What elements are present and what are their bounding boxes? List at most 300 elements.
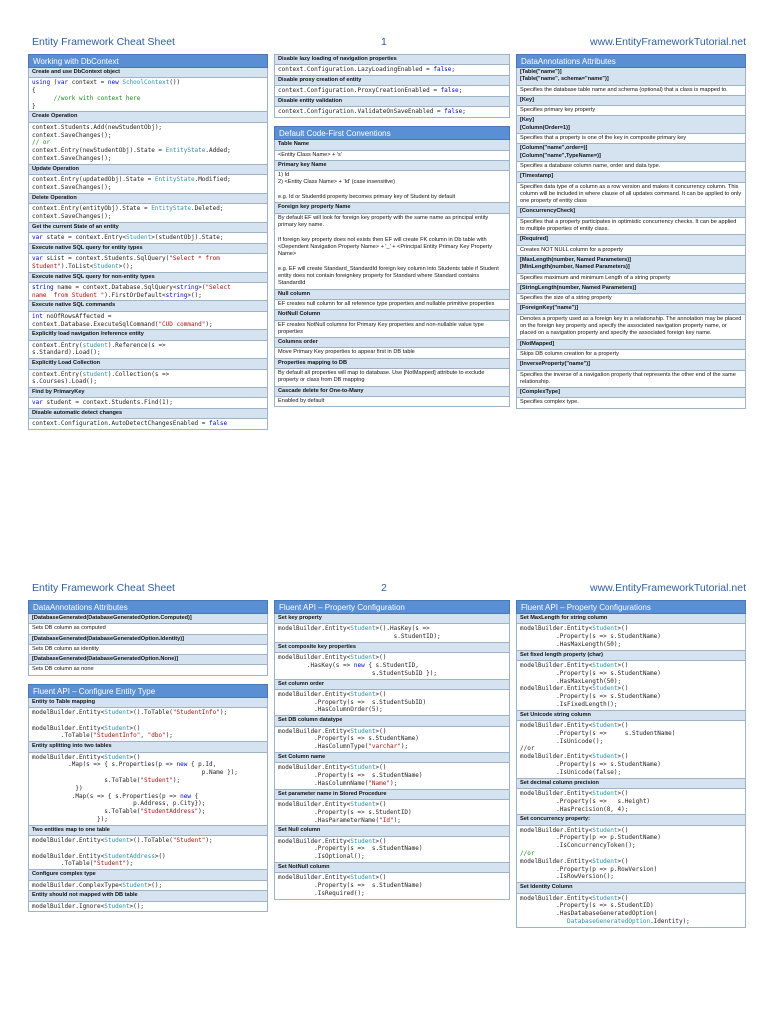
code-token: context.Configuration.ProxyCreationEnabled = — [278, 87, 441, 95]
code-token: .Property(s => s.StudentName) — [520, 669, 661, 677]
code-block — [29, 752, 267, 825]
code-token: var — [57, 79, 69, 87]
row-description: By default all properties will map to database. Use [NotMapped] attribute to exclude property or class from DB mapping — [275, 368, 509, 386]
row-description: Specifies maximum and minimum Length of a string property — [517, 273, 745, 283]
row-heading: [Key] [Column(Order=1)] — [517, 115, 745, 133]
code-token: .Property(s => s.StudentID) — [520, 902, 654, 910]
code-block — [29, 901, 267, 912]
code-token: .HasColumnName( — [278, 779, 369, 787]
code-token: ; — [458, 87, 463, 95]
code-token: Student — [104, 724, 130, 732]
code-token: >(); — [118, 262, 134, 270]
row-heading: Find by PrimaryKey — [29, 387, 267, 397]
code-token: .Property(s => s.Height) — [520, 797, 651, 805]
row-heading: Execute native SQL query for entity types — [29, 243, 267, 253]
code-block — [29, 174, 267, 193]
row-heading: [Table("name")] [Table("name", schema="name")] — [517, 68, 745, 85]
code-token: modelBuilder.Entity< — [520, 857, 593, 865]
code-token: >() — [375, 800, 387, 808]
row-description: Sets DB column as computed — [29, 623, 267, 633]
code-token: context.Entry(updatedObj).State = — [32, 176, 155, 184]
code-block — [275, 762, 509, 788]
code-token: { — [32, 87, 36, 95]
code-token: >().ToTable( — [129, 709, 173, 717]
code-token: context.SaveChanges(); — [32, 154, 112, 162]
row-heading: [Required] — [517, 234, 745, 244]
code-token: ); — [205, 837, 213, 845]
code-token: .Deleted; — [190, 204, 224, 212]
code-token: Student — [350, 625, 376, 633]
row-heading: Create Operation — [29, 111, 267, 121]
code-token: context.Entry(newStudentObj).State = — [32, 147, 166, 155]
code-token: Student — [592, 894, 618, 902]
code-token: s.StudentSubID }); — [278, 669, 437, 677]
code-block — [29, 340, 267, 359]
row-heading: Entity should not mapped with DB table — [29, 890, 267, 900]
page-2 — [0, 582, 768, 1024]
code-token: modelBuilder.Entity< — [520, 826, 593, 834]
code-token: "dbo" — [147, 732, 166, 740]
code-token: ); — [165, 732, 173, 740]
page-header — [32, 36, 746, 50]
code-token: new — [353, 661, 365, 669]
row-heading: Set concurrency property: — [517, 814, 745, 824]
code-token: new — [180, 792, 191, 800]
row-description: Specifies the database table name and schema (optional) that a class is mapped to. — [517, 85, 745, 95]
code-token: Student — [104, 837, 130, 845]
row-heading: [DatabaseGenerated(DatabaseGeneratedOption.None)] — [29, 654, 267, 664]
code-token: modelBuilder.Entity< — [520, 789, 593, 797]
code-token: "Select * from — [169, 254, 220, 262]
row-heading: Set Column name — [275, 752, 509, 762]
code-token: context = — [68, 79, 108, 87]
code-token: Student — [350, 690, 376, 698]
code-block — [275, 726, 509, 752]
code-token: ); — [393, 816, 401, 824]
code-token: >().HasKey(s => — [375, 625, 430, 633]
row-heading: Get the current State of an entity — [29, 222, 267, 232]
code-token: Student — [592, 857, 618, 865]
code-token: "CUD command" — [158, 320, 206, 328]
code-token: context.Students.Add(newStudentObj); — [32, 123, 163, 131]
page-number: 2 — [381, 582, 387, 594]
code-token: .ToTable( — [32, 732, 94, 740]
code-token: Student — [93, 262, 119, 270]
code-token: EntityState — [154, 176, 195, 184]
row-heading: [Timestamp] — [517, 171, 745, 181]
code-token: >() — [375, 654, 387, 662]
code-block — [275, 85, 509, 96]
code-token: >(); — [129, 902, 144, 910]
code-token: >() — [617, 661, 629, 669]
code-token: context.Entry( — [32, 341, 83, 349]
code-token: .Property(s => s.StudentName) — [520, 761, 661, 769]
code-token: context.Entry( — [32, 370, 83, 378]
conventions-section — [274, 140, 510, 407]
column-property-configs — [516, 600, 746, 928]
row-heading: Set DB column datatype — [275, 715, 509, 725]
code-block — [275, 106, 509, 117]
code-token: >() — [617, 685, 629, 693]
code-block — [517, 893, 745, 927]
code-token: modelBuilder.Entity< — [278, 625, 351, 633]
code-token: modelBuilder.Entity< — [520, 685, 593, 693]
row-heading: [DatabaseGenerated(DatabaseGeneratedOption.Identity)] — [29, 634, 267, 644]
row-heading: Set Unicode string column — [517, 710, 745, 720]
code-token: ); — [219, 709, 228, 717]
code-token: , — [140, 732, 148, 740]
row-description: <Entity Class Name> + 's' — [275, 150, 509, 160]
code-token: Student — [592, 826, 618, 834]
section-title: Fluent API – Property Configuration — [274, 600, 510, 614]
code-block — [29, 77, 267, 111]
code-token: Student — [592, 789, 618, 797]
code-token: ); — [205, 320, 213, 328]
code-token: ); — [198, 808, 206, 816]
code-token: Student" — [32, 262, 61, 270]
code-block — [29, 282, 267, 301]
code-token: Student — [350, 800, 376, 808]
code-token: .Property(s => s.StudentName) — [520, 729, 676, 737]
code-token: .Property(s => s.StudentName) — [278, 735, 419, 743]
code-token: modelBuilder.Entity< — [520, 625, 593, 633]
code-token: string — [32, 283, 54, 291]
row-description: EF creates NotNull columns for Primary Key properties and non-nullable value type properties — [275, 320, 509, 338]
code-token: .IsOptional(); — [278, 853, 365, 861]
column-annotations-entity — [28, 600, 268, 912]
code-token: .Property(s => s.StudentName) — [520, 693, 661, 701]
row-heading: Two entities map to one table — [29, 825, 267, 835]
row-heading: Cascade delete for One-to-Many — [275, 386, 509, 396]
code-token: >() — [617, 826, 629, 834]
code-token: .Property(s => s.StudentSubID) — [278, 698, 427, 706]
row-heading: Create and use DbContext object — [29, 68, 267, 77]
row-heading: Disable lazy loading of navigation properties — [275, 55, 509, 64]
code-block — [29, 122, 267, 164]
code-token: Student — [350, 764, 376, 772]
code-token: ).Collection(s => — [107, 370, 170, 378]
row-heading: Set Null column — [275, 825, 509, 835]
code-token: string — [176, 283, 199, 291]
code-token: .HasMaxLength(50); — [520, 640, 622, 648]
code-block — [29, 835, 267, 869]
code-block — [29, 311, 267, 330]
code-token: >() — [617, 789, 629, 797]
code-token: string — [165, 291, 188, 299]
row-description: Specifies the size of a string property — [517, 293, 745, 303]
code-token: { s.StudentID, — [364, 661, 419, 669]
page-header — [32, 582, 746, 596]
code-token: false — [433, 66, 452, 74]
column-dbcontext — [28, 54, 268, 430]
code-token: >() — [617, 753, 629, 761]
code-token: .IsUnicode(false); — [520, 768, 622, 776]
code-token: new — [176, 761, 188, 769]
row-heading: Foreign key property Name — [275, 202, 509, 212]
code-token: .Property(p => p.StudentName) — [520, 834, 661, 842]
row-description: Specifies primary key property — [517, 105, 745, 115]
code-token: >() — [129, 753, 141, 761]
code-token: >() — [617, 722, 629, 730]
section-title: Fluent API – Configure Entity Type — [28, 684, 268, 698]
code-token: .HasDatabaseGeneratedOption( — [520, 910, 658, 918]
code-token: { p.Id, — [187, 761, 217, 769]
code-token: p.Name }); — [32, 769, 238, 777]
row-heading: Disable automatic detect changes — [29, 408, 267, 418]
code-token: modelBuilder.ComplexType< — [32, 881, 123, 889]
code-token — [520, 918, 567, 925]
code-token: >() — [375, 874, 387, 882]
code-token: "Id" — [379, 816, 394, 824]
code-token: modelBuilder.Entity< — [32, 753, 105, 761]
code-token: context.Configuration.LazyLoadingEnabled = — [278, 66, 434, 74]
row-description: Sets DB column as none — [29, 664, 267, 674]
code-token: }); — [32, 815, 108, 823]
code-token: context.Entry(entityObj).State = — [32, 204, 152, 212]
code-token: Student — [104, 753, 130, 761]
code-token: false — [444, 108, 463, 116]
code-token: SchoolContext — [118, 79, 170, 87]
section-title: Working with DbContext — [28, 54, 268, 68]
code-token: Student — [350, 837, 376, 845]
code-token: "Student" — [172, 837, 206, 845]
code-token: EntityState — [165, 147, 206, 155]
column-property-config — [274, 600, 510, 900]
code-token: >() — [154, 852, 166, 860]
code-token: false — [209, 420, 228, 428]
code-token: modelBuilder.Entity< — [278, 690, 351, 698]
row-description: 1) Id 2) <Entity Class Name> + 'Id' (case insensitive) e.g. Id or StudentId property becomes primary key of Student by default — [275, 170, 509, 202]
code-block — [275, 652, 509, 678]
code-token: var — [32, 254, 43, 262]
row-heading: Columns order — [275, 337, 509, 347]
row-description: Specifies that a property participates in optimistic concurrency checks. It can be applied to multiple properties of entity class. — [517, 217, 745, 235]
code-token: "Name" — [368, 779, 390, 787]
row-description: Move Primary Key properties to appear first in DB table — [275, 347, 509, 357]
row-heading: Set column order — [275, 679, 509, 689]
code-token: Student — [122, 881, 148, 889]
code-block — [275, 836, 509, 862]
row-heading: [Column("name",order=)] [Column("name",TypeName=)] — [517, 143, 745, 161]
section-title: DataAnnotations Attributes — [28, 600, 268, 614]
code-block — [275, 689, 509, 715]
code-token: DatabaseGeneratedOption — [566, 917, 651, 925]
code-token: "varchar" — [368, 743, 401, 751]
code-block — [517, 788, 745, 814]
code-token: .Map(s => { s.Properties(p => — [32, 761, 177, 769]
header-url[interactable]: www.EntityFrameworkTutorial.net — [590, 582, 746, 594]
code-token: modelBuilder.Entity< — [32, 724, 105, 732]
row-heading: Entity splitting into two tables — [29, 741, 267, 751]
code-token: >(studentObj).State; — [151, 233, 224, 241]
row-heading: Set Identity Column — [517, 882, 745, 892]
code-token: Student — [125, 233, 152, 241]
code-token: .HasParameterName( — [278, 816, 380, 824]
code-block — [29, 369, 267, 388]
code-token: ).Reference(s => — [107, 341, 166, 349]
code-block — [275, 799, 509, 825]
code-token: ).ToList< — [60, 262, 94, 270]
code-block — [29, 707, 267, 741]
code-token: >(); — [187, 291, 202, 299]
code-token: "StudentInfo" — [93, 732, 141, 740]
code-block — [517, 660, 745, 710]
code-token: "StudentInfo" — [172, 709, 220, 717]
code-token: context.Configuration.ValidateOnSaveEnabled = — [278, 108, 445, 116]
code-token: p.Address, p.City}); — [32, 800, 206, 808]
code-token: s.ToTable( — [32, 808, 141, 816]
code-token: .Property(s => s.StudentID) — [278, 808, 412, 816]
row-heading: [NotMapped] — [517, 339, 745, 349]
code-token: "Select — [205, 283, 231, 291]
row-heading: Execute native SQL query for non-entity types — [29, 272, 267, 282]
code-token: .IsConcurrencyToken(); — [520, 842, 636, 850]
code-token: Student — [592, 753, 618, 761]
code-token: modelBuilder.Entity< — [278, 800, 351, 808]
row-description: Specifies the inverse of a navigation property that represents the other end of the same relationship. — [517, 370, 745, 388]
code-token: ); — [125, 860, 134, 868]
row-heading: Disable proxy creation of entity — [275, 75, 509, 85]
code-token: modelBuilder.Entity< — [278, 837, 351, 845]
row-description: Specifies that a property is one of the key in composite primary key — [517, 133, 745, 143]
row-heading: Set parameter name in Stored Procedure — [275, 789, 509, 799]
code-token: //work with context here — [32, 94, 141, 102]
code-token: >() — [375, 690, 387, 698]
section-title: DataAnnotations Attributes — [516, 54, 746, 68]
code-token: .Added; — [205, 147, 231, 155]
row-heading: [StringLength(number, Named Parameters)] — [517, 283, 745, 293]
code-token: s.StudentID); — [278, 633, 441, 641]
code-token: .ToTable( — [32, 860, 94, 868]
code-token: Student — [104, 709, 130, 717]
code-token: modelBuilder.Entity< — [32, 837, 105, 845]
code-block — [29, 880, 267, 891]
code-token: noOfRowsAffected = — [42, 312, 112, 320]
code-token: "Student" — [93, 860, 126, 868]
code-token: modelBuilder.Entity< — [278, 874, 351, 882]
code-token: modelBuilder.Entity< — [520, 661, 593, 669]
code-block — [517, 825, 745, 883]
row-heading: Set decimal column precision — [517, 778, 745, 788]
row-description: Specifies a database column name, order and data type. — [517, 161, 745, 171]
code-token: //or — [520, 850, 535, 858]
row-heading: [ConcurrencyCheck] — [517, 206, 745, 216]
code-token: ; — [451, 66, 456, 74]
code-token: .Map(s => { s.Properties(p => — [32, 792, 181, 800]
code-block — [29, 232, 267, 243]
code-token: s.Courses).Load(); — [32, 378, 98, 386]
code-token: Student — [350, 654, 376, 662]
row-heading: [ForeignKey("name")] — [517, 303, 745, 313]
row-description: By default EF will look for foreign key property with the same name as principal entity primary key name. If foreign key property does not exists then EF will create FK column in Db table with <Dependent Navigation Property Name> + '_' + <Principal Entity Primary Key Property Name> e.g. EF will create Standard_StandardId foreign key column into Students table if Student entity does not contain foreignkey property for Standard where Standard contains StandardId — [275, 213, 509, 289]
row-heading: [Key] — [517, 95, 745, 105]
row-heading: NotNull Column — [275, 309, 509, 319]
row-description: Creates NOT NULL column for a property — [517, 245, 745, 255]
row-description: Denotes a property used as a foreign key in a relationship. The annotation may be placed on the foreign key property and specify the associated navigation property name, or placed on a navigation property and specify the associated foreign key name. — [517, 314, 745, 339]
row-heading: Configure complex type — [29, 869, 267, 879]
code-token: ; — [462, 108, 466, 116]
code-token: modelBuilder.Entity< — [32, 852, 105, 860]
code-token: context.Database.ExecuteSqlCommand( — [32, 320, 159, 328]
section-title: Default Code-First Conventions — [274, 126, 510, 140]
row-heading: Set NotNull column — [275, 862, 509, 872]
code-token: ( — [50, 79, 58, 87]
code-token: .HasColumnOrder(5); — [278, 706, 383, 714]
page-number: 1 — [381, 36, 387, 48]
code-token: .HasKey(s => — [278, 661, 354, 669]
header-url[interactable]: www.EntityFrameworkTutorial.net — [590, 36, 746, 48]
code-token: >() — [375, 764, 387, 772]
code-token: modelBuilder.Entity< — [520, 894, 593, 902]
code-token: s.Standard).Load(); — [32, 349, 101, 357]
code-token: >() — [617, 857, 629, 865]
property-configs-section — [516, 614, 746, 928]
code-token: name = context.Database.SqlQuery< — [53, 283, 177, 291]
property-config-section — [274, 614, 510, 900]
row-description: Specifies complex type. — [517, 397, 745, 407]
row-heading: Set key property — [275, 614, 509, 623]
code-token: .Identity); — [650, 917, 690, 925]
code-token: >() — [617, 894, 629, 902]
row-heading: Explicitly Load Collection — [29, 358, 267, 368]
code-token: "Student" — [140, 776, 173, 784]
section-title: Fluent API – Property Configurations — [516, 600, 746, 614]
code-token: name from Student " — [32, 291, 105, 299]
config-section — [274, 54, 510, 118]
row-heading: Execute native SQL commands — [29, 300, 267, 310]
row-heading: [InverseProperty("name")] — [517, 359, 745, 369]
code-token: student — [82, 341, 108, 349]
code-token: } — [32, 102, 36, 110]
code-token: .IsRequired(); — [278, 889, 365, 897]
code-token: .IsUnicode(); — [520, 737, 604, 745]
code-token: modelBuilder.Entity< — [32, 709, 105, 717]
code-token: Student — [592, 661, 618, 669]
code-block — [275, 64, 509, 75]
code-token: modelBuilder.Entity< — [278, 727, 351, 735]
code-token: new — [107, 79, 119, 87]
row-heading: Primary key Name — [275, 160, 509, 170]
code-token: student = context.Students.Find(1); — [42, 399, 173, 407]
code-token: .Modified; — [194, 176, 231, 184]
code-block — [29, 418, 267, 429]
code-block — [275, 623, 509, 642]
column-config-conventions — [274, 54, 510, 407]
code-token: StudentAddress — [104, 852, 155, 860]
code-block — [517, 720, 745, 778]
header-title: Entity Framework Cheat Sheet — [32, 36, 175, 48]
row-heading: [ComplexType] — [517, 387, 745, 397]
code-token: int — [32, 312, 43, 320]
page-1 — [0, 36, 768, 496]
row-description: Sets DB column as identity — [29, 644, 267, 654]
code-token: sList = context.Students.SqlQuery( — [42, 254, 170, 262]
code-token: Student — [592, 722, 618, 730]
row-heading: Disable entity validation — [275, 96, 509, 106]
code-token: Student — [350, 874, 376, 882]
code-token: state = context.Entry< — [42, 233, 126, 241]
code-token: .HasColumnType( — [278, 743, 369, 751]
row-heading: Set MaxLength for string column — [517, 614, 745, 623]
code-block — [517, 623, 745, 649]
row-description: Specifies data type of a column as a row version and makes it concurrency column. This column will be included in where clause of all updates command. It can be applied to only one property of entity class — [517, 182, 745, 207]
code-token: var — [32, 233, 43, 241]
code-token: student — [82, 370, 108, 378]
code-token: context.SaveChanges(); — [32, 183, 112, 191]
row-description: Skips DB column creation for a property — [517, 349, 745, 359]
row-heading: Set fixed length property (char) — [517, 650, 745, 660]
code-token: using — [32, 79, 51, 87]
